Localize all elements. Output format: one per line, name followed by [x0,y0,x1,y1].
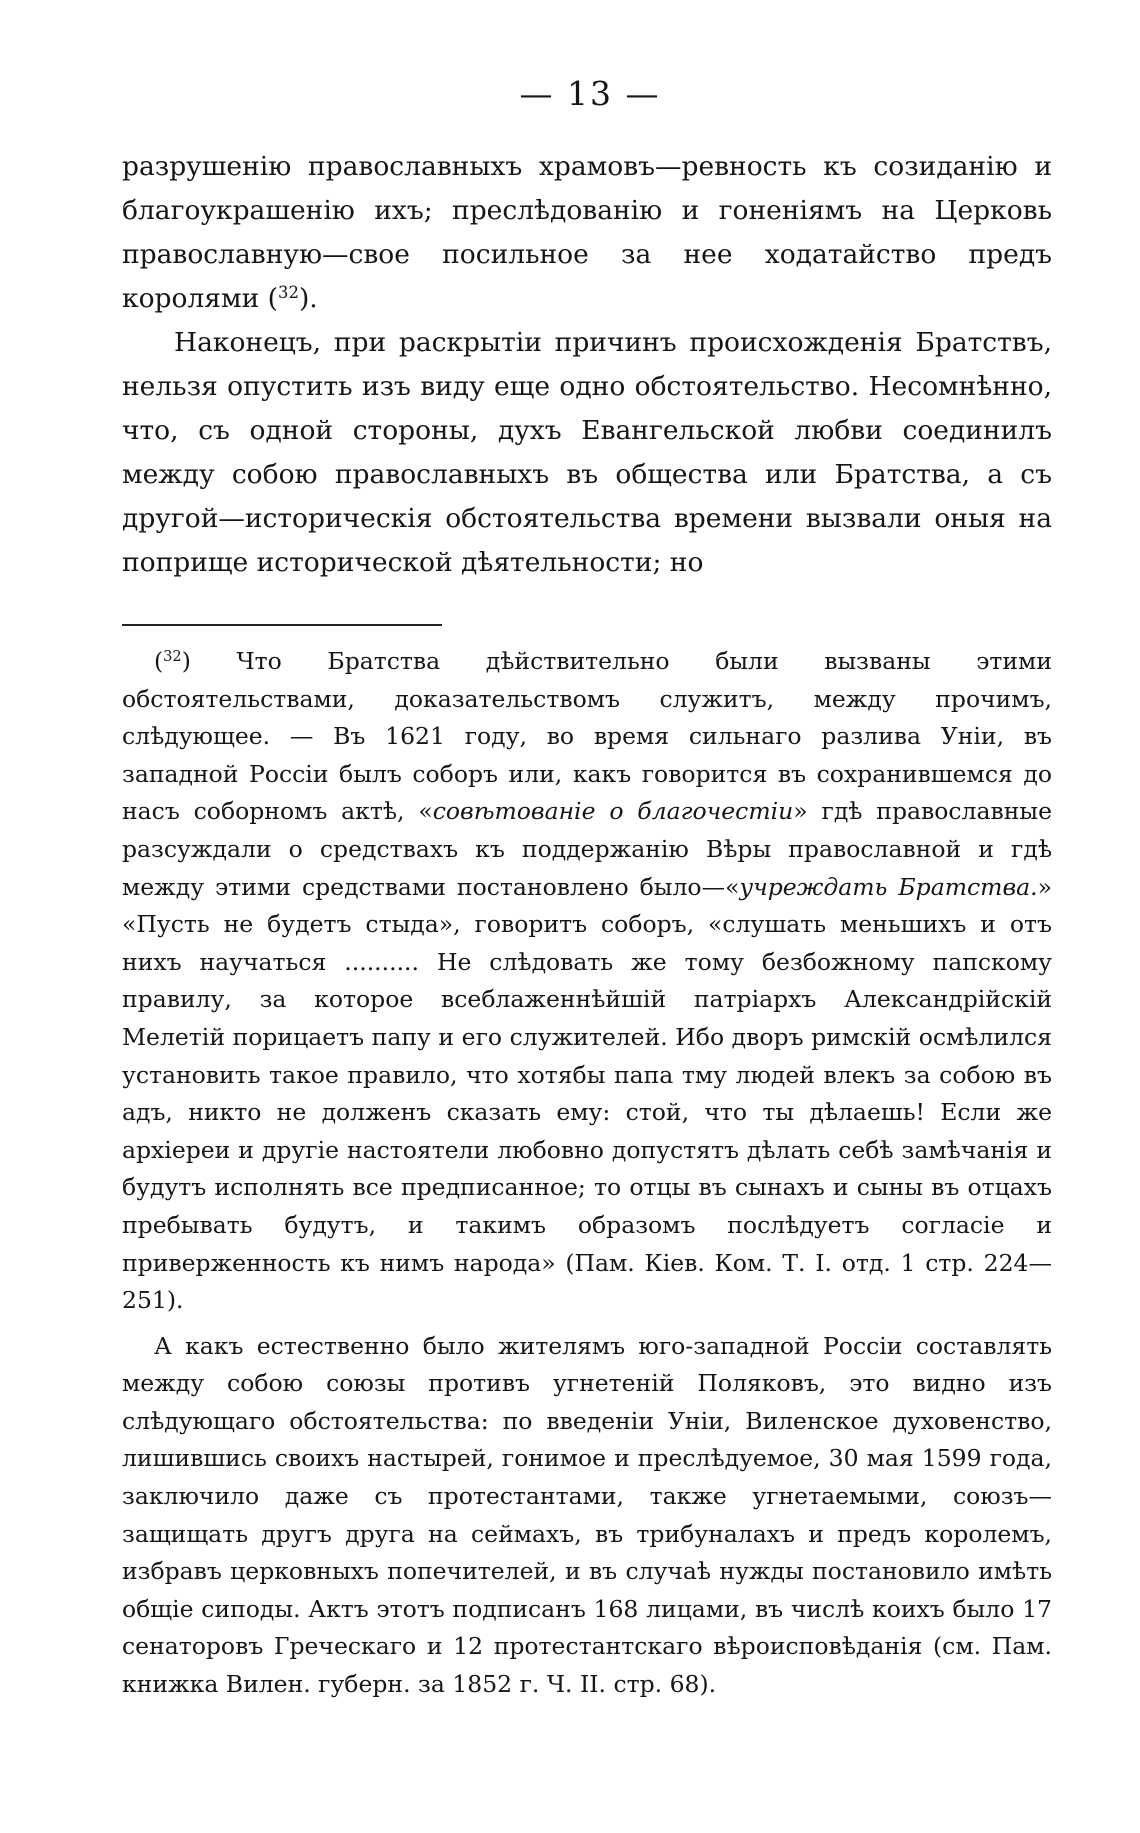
footnote-text-3: » «Пусть не будетъ стыда», говоритъ соборъ, «слушать меньшихъ и отъ нихъ научаться .......... Не слѣдовать же тому безбожному папскому правилу, за которое всеблаженнѣйшій патріархъ Александрійскій Мелетій порицаетъ папу и его служителей. Ибо дворъ римскій осмѣлился установить такое правило, что хотябы папа тму людей влекъ за собою въ адъ, никто не долженъ сказать ему: стой, что ты дѣлаешь! Если же архіереи и другіе настоятели любовно допустятъ дѣлать себѣ замѣчанія и будутъ исполнять все предписанное; то отцы въ сынахъ и сыны въ отцахъ пребывать будутъ, и такимъ образомъ послѣдуетъ согласіе и приверженность къ нимъ народа» (Пам. Кіев. Ком. Т. I. отд. 1 стр. 224—251). [122,872,1052,1315]
footnote-marker-close: ) [181,647,191,675]
main-paragraph-1-end: ). [298,283,318,314]
main-paragraph-1-text: разрушенію православныхъ храмовъ—ревность къ созиданію и благоукрашенію ихъ; преслѣдованію и гоненіямъ на Церковь православную—свое посильное за нее ходатайство предъ королями ( [122,151,1052,314]
footnote-reference: 32 [278,282,299,302]
footnote-body [122,643,1052,1320]
main-paragraph-1 [122,145,1052,321]
footnote-continuation: А какъ естественно было жителямъ юго-западной Россіи составлять между собою союзы противъ угнетеній Поляковъ, это видно изъ слѣдующаго обстоятельства: по введеніи Уніи, Виленское духовенство, лишившись своихъ настырей, гонимое и преслѣдуемое, 30 мая 1599 года, заключило даже съ протестантами, также угнетаемыми, союзъ—защищать другъ друга на сеймахъ, въ трибуналахъ и предъ королемъ, избравъ церковныхъ попечителей, и въ случаѣ нужды постановило имѣть общіе сиподы. Актъ этотъ подписанъ 168 лицами, въ числѣ коихъ было 17 сенаторовъ Греческаго и 12 протестантскаго вѣроисповѣданія (см. Пам. книжка Вилен. губерн. за 1852 г. Ч. II. стр. 68). [122,1331,1052,1699]
footnote-separator [122,624,442,626]
footnote-text-2: » гдѣ православные разсуждали о средствахъ къ поддержанію Вѣры православной и гдѣ между этими средствами постановлено было—« [122,797,1052,901]
footnote-marker-open: ( [154,647,164,675]
footnote [122,643,1052,1704]
footnote-quote-bratstva: учреждать Братства. [739,872,1038,901]
footnote-quote-sovetovanie: совѣтованіе о благочестіи [432,797,794,826]
footnote-marker: 32 [163,648,182,665]
page-number: — 13 — [519,74,661,113]
footnote-text-1: Что Братства дѣйствительно были вызваны этими обстоятельствами, доказательствомъ служитъ, между прочимъ, слѣдующее. — Въ 1621 году, во время сильнаго разлива Уніи, въ западной Россіи былъ соборъ или, какъ говорится въ сохранившемся до насъ соборномъ актѣ, « [122,647,1052,826]
main-text [122,145,1052,585]
main-paragraph-2: Наконецъ, при раскрытіи причинъ происхожденія Братствъ, нельзя опустить изъ виду еще одно обстоятельство. Несомнѣнно, что, съ одной стороны, духъ Евангельской любви соединилъ между собою православныхъ въ общества или Братства, а съ другой—историческія обстоятельства времени вызвали оныя на поприще исторической дѣятельности; но [122,327,1052,578]
